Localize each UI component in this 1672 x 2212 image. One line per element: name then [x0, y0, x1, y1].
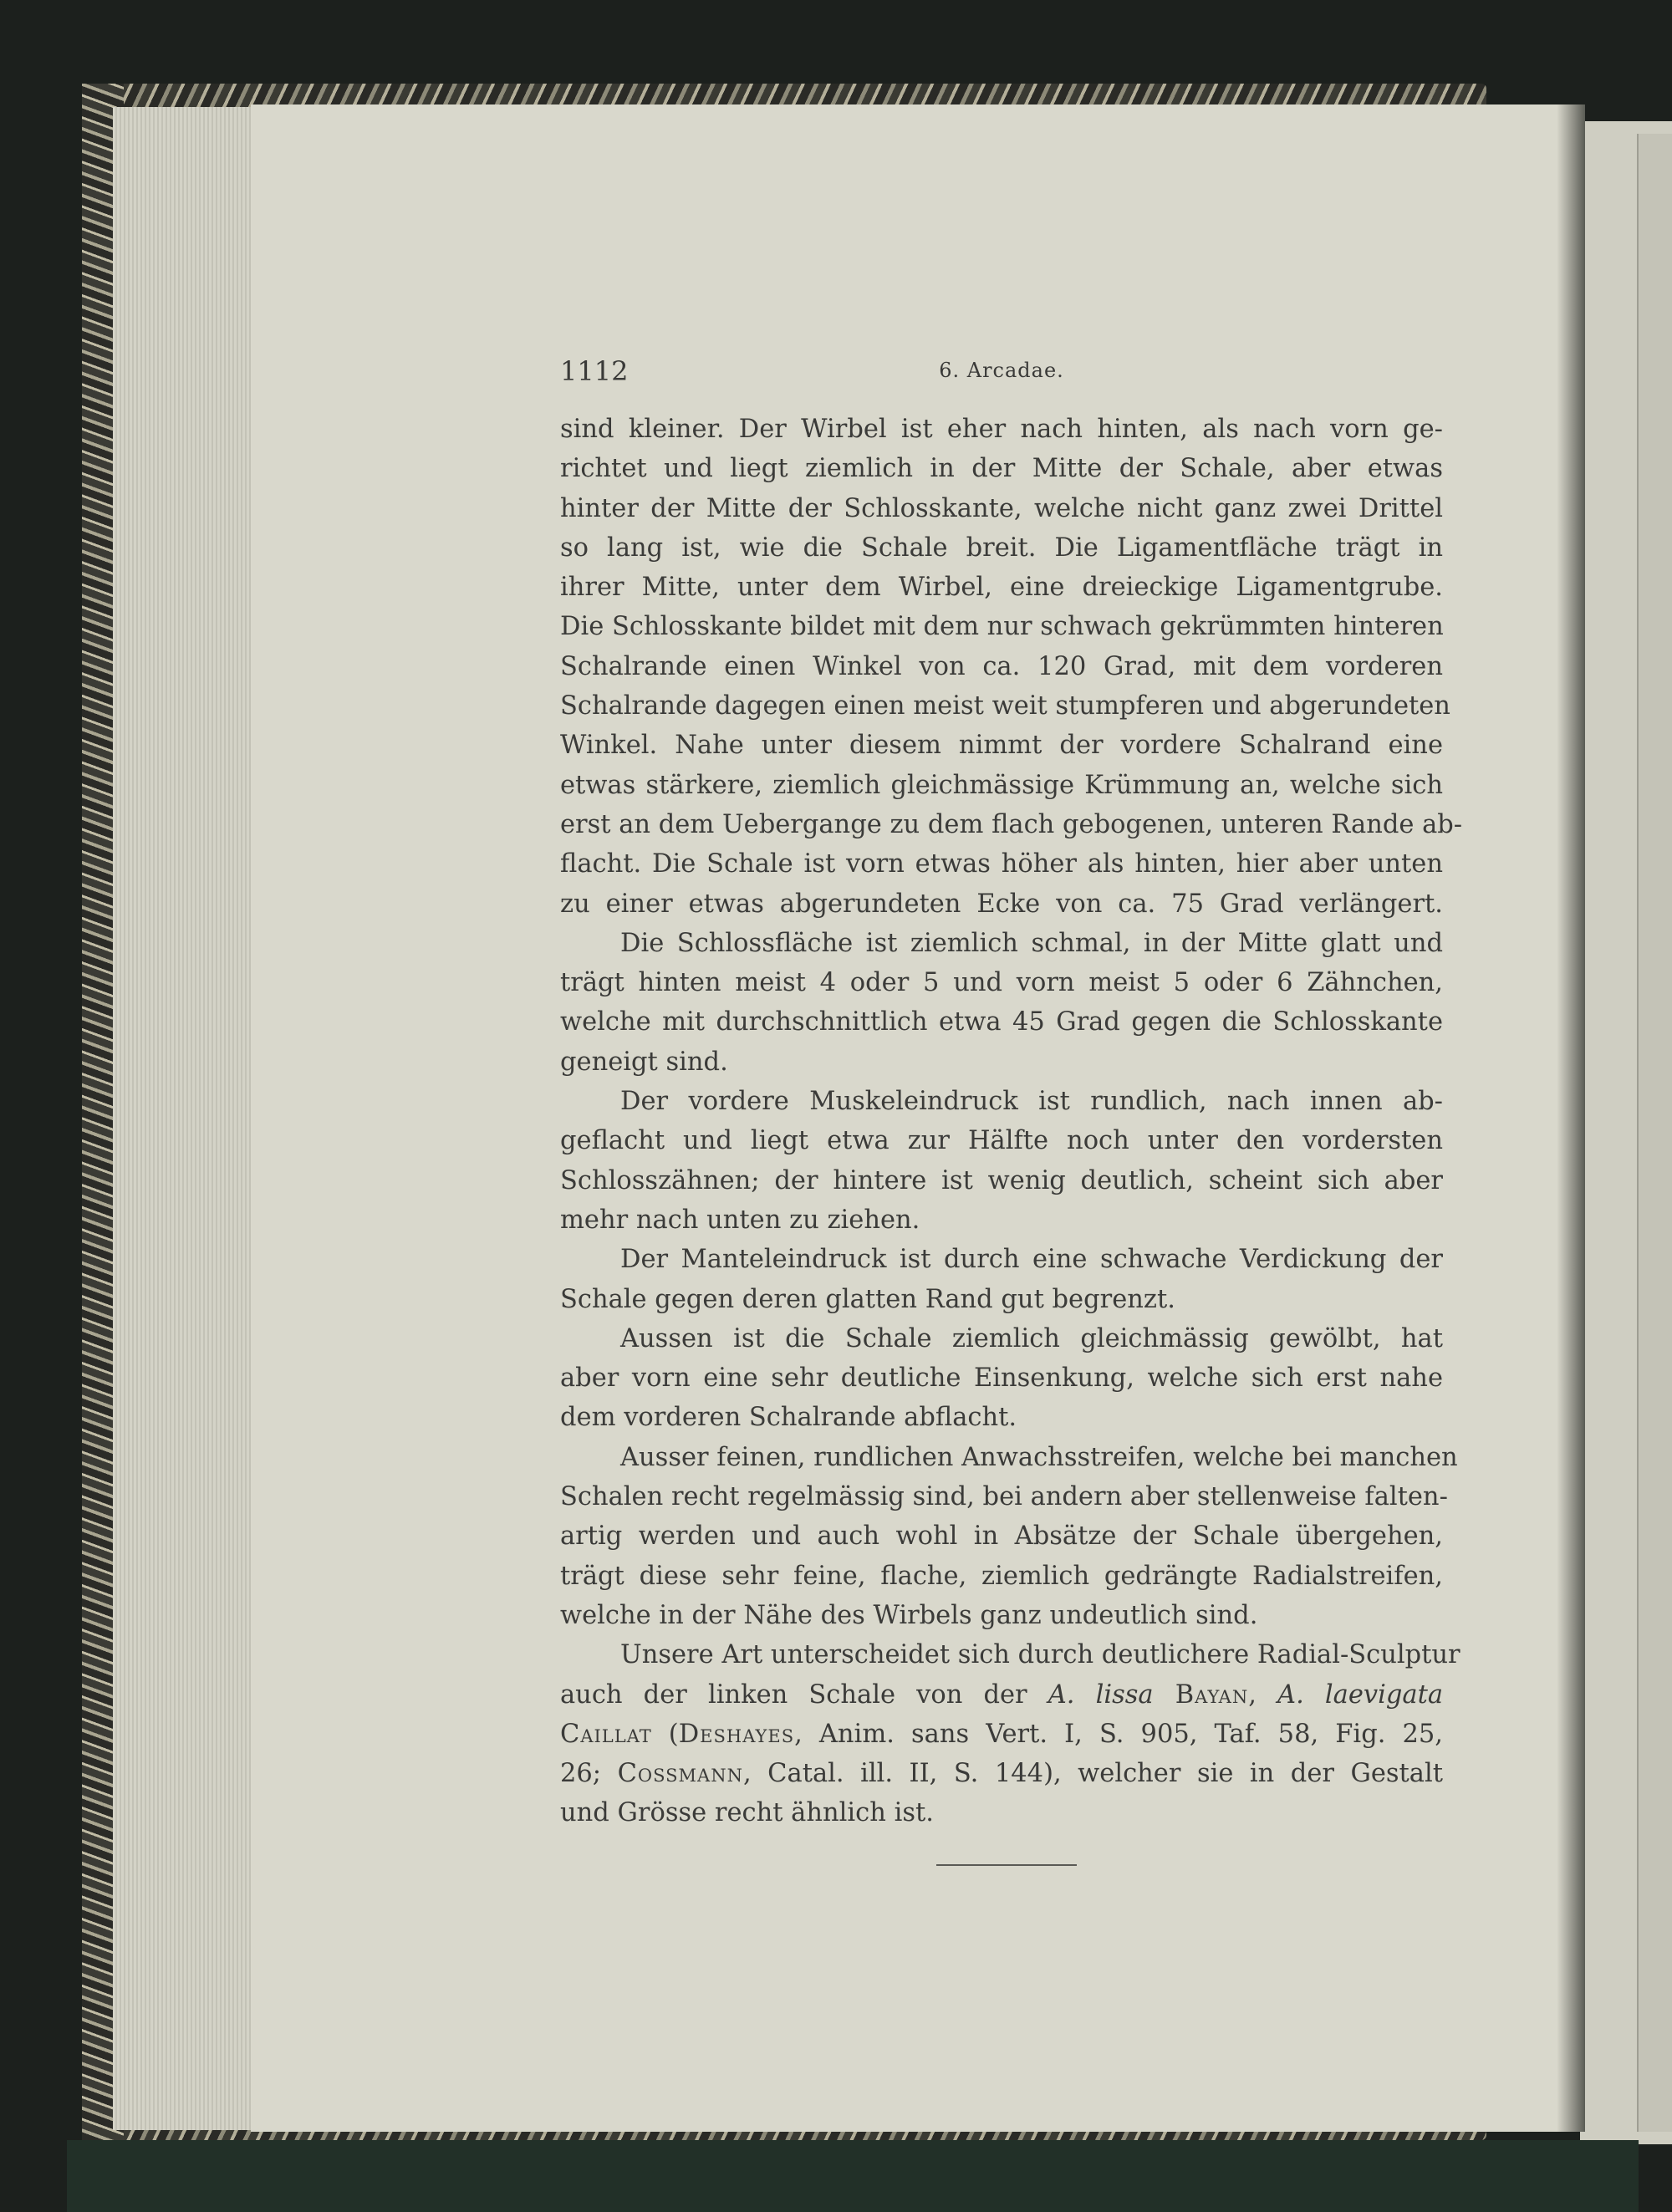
text-line: so lang ist, wie die Schale breit. Die Ligamentfläche trägt in	[560, 533, 1443, 563]
text-line: zu einer etwas abgerundeten Ecke von ca. 75 Grad verlängert.	[560, 889, 1443, 919]
text-line: und Grösse recht ähnlich ist.	[560, 1798, 934, 1828]
text-line: mehr nach unten zu ziehen.	[560, 1205, 920, 1235]
text-run: , Anim. sans Vert. I, S. 905, Taf. 58, Fig. 25,	[794, 1719, 1443, 1749]
text-line: geneigt sind.	[560, 1047, 728, 1077]
section-title: 6. Arcadae.	[939, 359, 1064, 382]
text-line: geflacht und liegt etwa zur Hälfte noch unter den vordersten	[560, 1126, 1443, 1156]
text-line: aber vorn eine sehr deutliche Einsenkung, welche sich erst nahe	[560, 1363, 1443, 1394]
text-line: dem vorderen Schalrande abflacht.	[560, 1403, 1017, 1433]
text-line: ihrer Mitte, unter dem Wirbel, eine dreieckige Ligamentgrube.	[560, 573, 1443, 603]
page-body	[560, 410, 1463, 1833]
text-line	[560, 1675, 1443, 1715]
text-line: Unsere Art unterscheidet sich durch deutlichere Radial-Sculptur	[620, 1640, 1460, 1670]
page-number: 1112	[560, 355, 629, 387]
text-line: Ausser feinen, rundlichen Anwachsstreifen, welche bei manchen	[620, 1442, 1458, 1472]
text-line: hinter der Mitte der Schlosskante, welche nicht ganz zwei Drittel	[560, 493, 1443, 523]
text-line: etwas stärkere, ziemlich gleichmässige Krümmung an, welche sich	[560, 770, 1443, 800]
text-run: 26;	[560, 1759, 618, 1789]
running-head	[560, 355, 1443, 397]
text-line: Schalen recht regelmässig sind, bei andern aber stellenweise falten-	[560, 1482, 1448, 1512]
text-line: erst an dem Uebergange zu dem flach gebogenen, unteren Rande ab-	[560, 809, 1463, 839]
text-line: trägt hinten meist 4 oder 5 und vorn meist 5 oder 6 Zähnchen,	[560, 968, 1443, 998]
page-gutter	[1557, 104, 1585, 2132]
taxon-name: A. lissa	[1048, 1679, 1154, 1710]
text-line: sind kleiner. Der Wirbel ist eher nach hinten, als nach vorn ge-	[560, 415, 1443, 444]
text-line: Die Schlosskante bildet mit dem nur schwach gekrümmten hinteren	[560, 612, 1444, 642]
text-line: artig werden und auch wohl in Absätze der Schale übergehen,	[560, 1521, 1443, 1552]
text-run: auch der linken Schale von der	[560, 1679, 1048, 1710]
text-line: richtet und liegt ziemlich in der Mitte der Schale, aber etwas	[560, 454, 1443, 484]
text-run: , Catal. ill. II, S. 144), welcher sie in der Gestalt	[742, 1759, 1443, 1789]
text-line: Aussen ist die Schale ziemlich gleichmässig gewölbt, hat	[620, 1323, 1443, 1353]
author-name: Bayan	[1153, 1679, 1249, 1710]
background-bottom	[67, 2140, 1639, 2212]
text-line: Der Manteleindruck ist durch eine schwache Verdickung der	[620, 1245, 1443, 1275]
text-line: trägt diese sehr feine, flache, ziemlich gedrängte Radialstreifen,	[560, 1561, 1443, 1591]
text-line: Schalrande dagegen einen meist weit stumpferen und abgerundeten	[560, 691, 1450, 721]
text-line: Schalrande einen Winkel von ca. 120 Grad, mit dem vorderen	[560, 651, 1443, 681]
text-line: welche in der Nähe des Wirbels ganz undeutlich sind.	[560, 1600, 1258, 1630]
page-edges	[113, 107, 273, 2130]
text-line: Winkel. Nahe unter diesem nimmt der vordere Schalrand eine	[560, 731, 1443, 761]
text-line: Der vordere Muskeleindruck ist rundlich, nach innen ab-	[620, 1087, 1443, 1117]
text-run: (	[651, 1719, 679, 1749]
text-line: Schale gegen deren glatten Rand gut begrenzt.	[560, 1284, 1175, 1314]
author-name: Caillat	[560, 1719, 652, 1749]
taxon-name: A. laevigata	[1277, 1679, 1444, 1710]
text-line	[560, 1715, 1443, 1754]
text-line: Die Schlossfläche ist ziemlich schmal, in der Mitte glatt und	[620, 928, 1443, 958]
text-run: ,	[1248, 1679, 1278, 1710]
author-name: Deshayes	[678, 1719, 795, 1749]
text-line: Schlosszähnen; der hintere ist wenig deutlich, scheint sich aber	[560, 1165, 1443, 1195]
facing-page-sliver	[1637, 134, 1672, 2132]
author-name: Cossmann	[617, 1759, 743, 1789]
text-line: flacht. Die Schale ist vorn etwas höher als hinten, hier aber unten	[560, 849, 1443, 879]
text-line: welche mit durchschnittlich etwa 45 Grad gegen die Schlosskante	[560, 1007, 1443, 1037]
section-end-rule	[936, 1864, 1077, 1866]
text-line	[560, 1754, 1443, 1793]
